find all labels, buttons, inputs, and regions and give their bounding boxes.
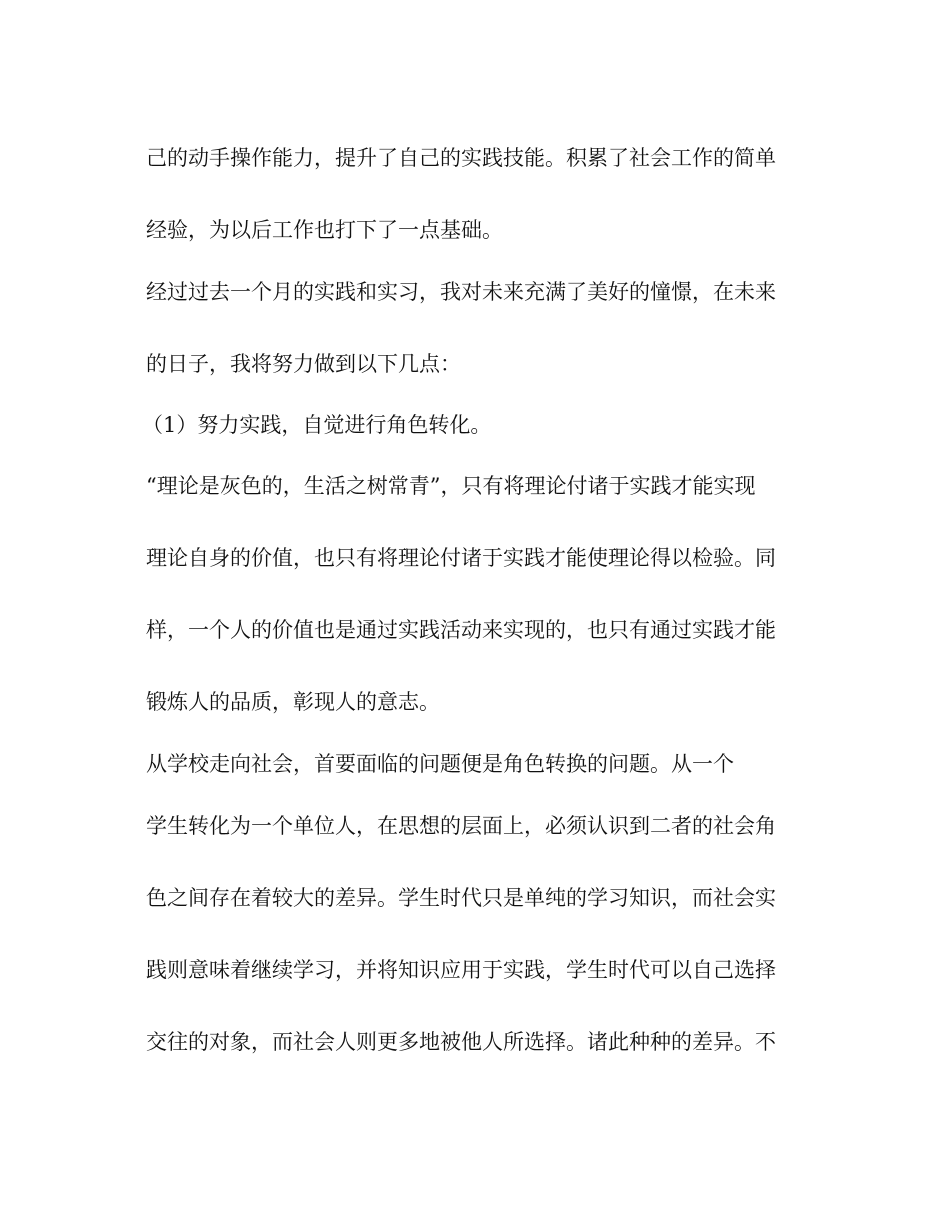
paragraph-line: 学生转化为一个单位人，在思想的层面上，必须认识到二者的社会角 <box>146 814 776 838</box>
paragraph-line: 理论自身的价值，也只有将理论付诸于实践才能使理论得以检验。同 <box>146 546 776 570</box>
paragraph-line: 的日子，我将努力做到以下几点： <box>146 352 461 376</box>
paragraph-line: 践则意味着继续学习，并将知识应用于实践，学生时代可以自己选择 <box>146 958 776 982</box>
paragraph-line: 锻炼人的品质，彰现人的意志。 <box>146 690 440 714</box>
paragraph-line: 样，一个人的价值也是通过实践活动来实现的，也只有通过实践才能 <box>146 618 776 642</box>
paragraph-line: 色之间存在着较大的差异。学生时代只是单纯的学习知识，而社会实 <box>146 886 776 910</box>
paragraph-line: “理论是灰色的，生活之树常青”，只有将理论付诸于实践才能实现 <box>146 474 756 498</box>
paragraph-line: 己的动手操作能力，提升了自己的实践技能。积累了社会工作的简单 <box>146 146 776 170</box>
paragraph-line: 交往的对象，而社会人则更多地被他人所选择。诸此种种的差异。不 <box>146 1030 776 1054</box>
paragraph-line: 经过过去一个月的实践和实习，我对未来充满了美好的憧憬，在未来 <box>146 280 776 304</box>
list-item-heading: （1）努力实践，自觉进行角色转化。 <box>142 413 492 437</box>
paragraph-line: 经验，为以后工作也打下了一点基础。 <box>146 218 503 242</box>
paragraph-line: 从学校走向社会，首要面临的问题便是角色转换的问题。从一个 <box>146 752 734 776</box>
